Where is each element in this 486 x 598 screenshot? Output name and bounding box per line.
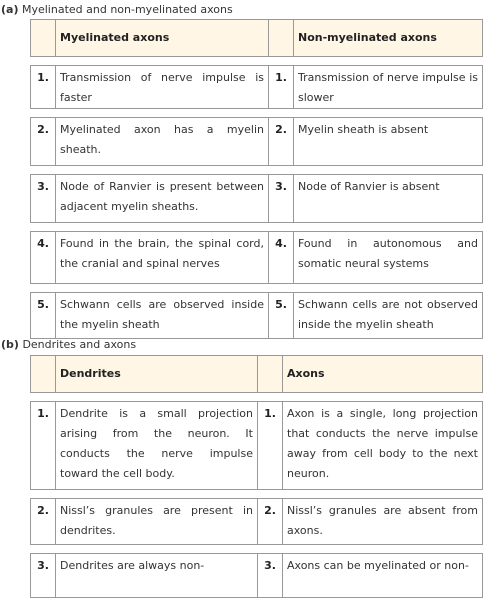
header-myelinated: Myelinated axons bbox=[56, 20, 269, 57]
table-spacer bbox=[31, 109, 483, 118]
header-blank-cell bbox=[269, 20, 294, 57]
table-header-row bbox=[31, 356, 483, 393]
cell-non-myelinated: Node of Ranvier is absent bbox=[294, 175, 483, 223]
row-number: 2. bbox=[269, 118, 294, 166]
row-number: 2. bbox=[31, 118, 56, 166]
header-blank-cell bbox=[31, 20, 56, 57]
row-number: 5. bbox=[269, 293, 294, 339]
row-number: 1. bbox=[31, 66, 56, 109]
table-row bbox=[31, 402, 483, 490]
table-spacer bbox=[31, 166, 483, 175]
row-number: 4. bbox=[269, 232, 294, 284]
row-number: 5. bbox=[31, 293, 56, 339]
table-row bbox=[31, 293, 483, 339]
header-non-myelinated: Non-myelinated axons bbox=[294, 20, 483, 57]
table-row bbox=[31, 175, 483, 223]
row-number: 1. bbox=[258, 402, 283, 490]
row-number: 2. bbox=[258, 499, 283, 545]
section-b-title bbox=[1, 338, 136, 352]
table-spacer bbox=[31, 393, 483, 402]
section-a-label: (a) bbox=[1, 3, 19, 16]
cell-dendrites: Nissl’s granules are present in dendrites. bbox=[56, 499, 258, 545]
section-a-title bbox=[1, 3, 233, 17]
row-number: 3. bbox=[31, 175, 56, 223]
header-blank-cell bbox=[258, 356, 283, 393]
table-spacer bbox=[31, 284, 483, 293]
row-number: 4. bbox=[31, 232, 56, 284]
table-row bbox=[31, 66, 483, 109]
row-number: 2. bbox=[31, 499, 56, 545]
cell-non-myelinated: Schwann cells are not observed inside the myelin sheath bbox=[294, 293, 483, 339]
section-b-label: (b) bbox=[1, 338, 19, 351]
row-number: 3. bbox=[31, 554, 56, 598]
table-spacer bbox=[31, 223, 483, 232]
table-row bbox=[31, 232, 483, 284]
cell-non-myelinated: Myelin sheath is absent bbox=[294, 118, 483, 166]
cell-myelinated: Myelinated axon has a myelin sheath. bbox=[56, 118, 269, 166]
cell-myelinated: Found in the brain, the spinal cord, the cranial and spinal nerves bbox=[56, 232, 269, 284]
table-spacer bbox=[31, 490, 483, 499]
row-number: 3. bbox=[269, 175, 294, 223]
table-row bbox=[31, 499, 483, 545]
section-a-heading: Myelinated and non-myelinated axons bbox=[21, 3, 233, 16]
section-b-heading: Dendrites and axons bbox=[22, 338, 137, 351]
row-number: 1. bbox=[31, 402, 56, 490]
table-spacer bbox=[31, 545, 483, 554]
cell-axons: Axon is a single, long projection that conducts the nerve impulse away from cell body to the next neuron. bbox=[283, 402, 483, 490]
cell-axons: Axons can be myelinated or non- bbox=[283, 554, 483, 598]
row-number: 3. bbox=[258, 554, 283, 598]
cell-dendrites: Dendrite is a small projection arising from the neuron. It conducts the nerve impulse toward the cell body. bbox=[56, 402, 258, 490]
header-blank-cell bbox=[31, 356, 56, 393]
table-row bbox=[31, 554, 483, 598]
cell-dendrites: Dendrites are always non- bbox=[56, 554, 258, 598]
cell-non-myelinated: Transmission of nerve impulse is slower bbox=[294, 66, 483, 109]
comparison-table-dendrites bbox=[30, 355, 483, 598]
cell-myelinated: Schwann cells are observed inside the myelin sheath bbox=[56, 293, 269, 339]
cell-myelinated: Node of Ranvier is present between adjacent myelin sheaths. bbox=[56, 175, 269, 223]
row-number: 1. bbox=[269, 66, 294, 109]
header-dendrites: Dendrites bbox=[56, 356, 258, 393]
comparison-table-myelinated bbox=[30, 19, 483, 339]
cell-axons: Nissl’s granules are absent from axons. bbox=[283, 499, 483, 545]
cell-myelinated: Transmission of nerve impulse is faster bbox=[56, 66, 269, 109]
table-header-row bbox=[31, 20, 483, 57]
cell-non-myelinated: Found in autonomous and somatic neural systems bbox=[294, 232, 483, 284]
header-axons: Axons bbox=[283, 356, 483, 393]
table-spacer bbox=[31, 57, 483, 66]
table-row bbox=[31, 118, 483, 166]
